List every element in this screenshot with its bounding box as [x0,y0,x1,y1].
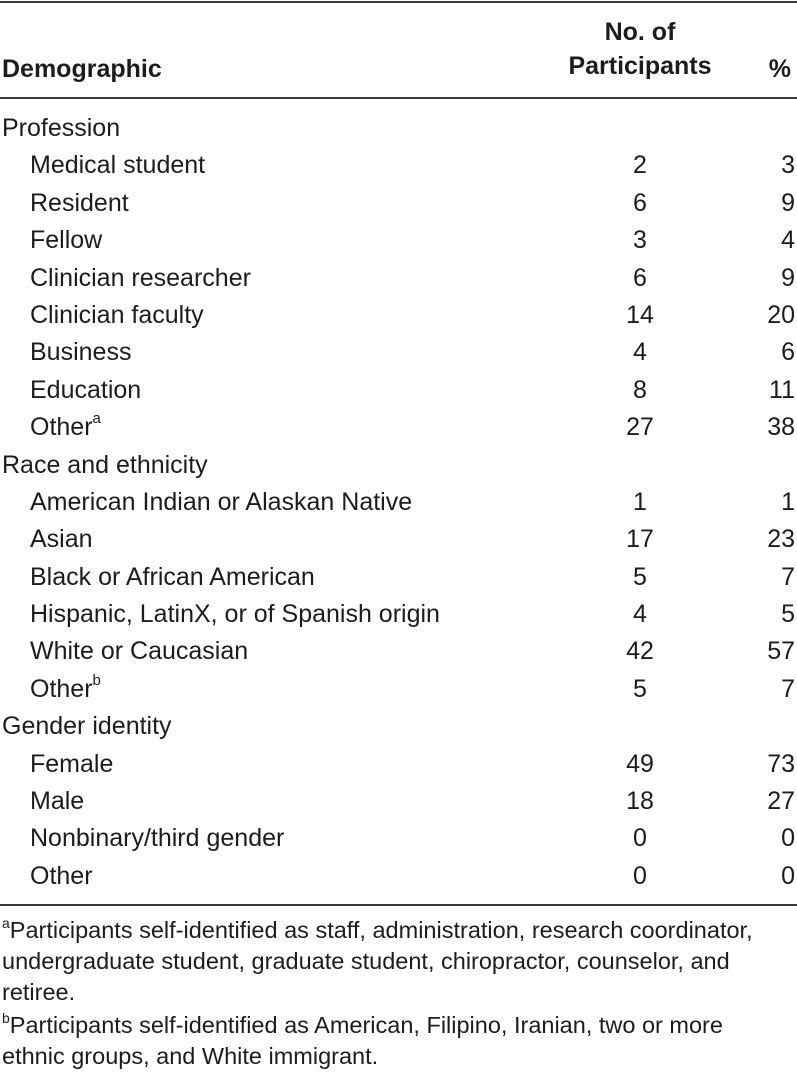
table-row [0,783,797,820]
footnote-a [2,915,792,1008]
percent-value: 3 [781,151,795,180]
row-label-text: Clinician faculty [30,300,204,329]
row-label-text: White or Caucasian [30,637,249,666]
row-label [30,185,129,222]
row-label-text: Gender identity [2,712,172,741]
table-row [0,222,797,259]
row-label [30,820,284,857]
table-row [0,858,797,895]
row-label [30,260,251,297]
percent-value: 20 [767,300,795,329]
group-label [2,447,208,484]
table-row [0,521,797,558]
percent-value: 0 [781,824,795,853]
row-label [30,222,102,259]
row-label-text: Business [30,338,132,367]
percent-value: 4 [781,226,795,255]
row-label-text: Hispanic, LatinX, or of Spanish origin [30,600,440,629]
participant-count: 1 [633,487,647,516]
participant-count: 0 [633,861,647,890]
table-row [0,559,797,596]
percent-value: 0 [781,861,795,890]
participant-count: 18 [626,787,654,816]
row-label-text: Clinician researcher [30,263,251,292]
column-header-demographic: Demographic [2,55,162,83]
footnote-mark: a [2,915,10,932]
row-label [30,484,412,521]
table-group-row [0,708,797,745]
table-row [0,820,797,857]
participant-count: 8 [633,375,647,404]
table-row [0,746,797,783]
footnote-marker: b [92,671,101,689]
column-header-participants [540,15,740,83]
percent-value: 7 [781,674,795,703]
row-label-text: Other [30,674,93,703]
participant-count: 2 [633,151,647,180]
row-label [30,746,113,783]
row-label-text: Other [30,861,93,890]
percent-value: 57 [767,637,795,666]
percent-value: 7 [781,562,795,591]
footnote-text: Participants self-identified as American, Filipino, Iranian, two or more ethnic groups, and White immigrant. [2,1012,723,1069]
column-header-percent: % [768,55,791,83]
group-label [2,110,120,147]
row-label [30,372,141,409]
table-bottom-rule [0,904,797,906]
row-label [30,147,205,184]
table-row [0,260,797,297]
table-row [0,671,797,708]
participant-count: 3 [633,226,647,255]
table-row [0,185,797,222]
row-label [30,559,315,596]
footnote-marker: a [92,409,101,427]
percent-value: 11 [769,375,795,404]
percent-value: 9 [781,188,795,217]
row-label [30,783,84,820]
table-row [0,633,797,670]
table-row [0,372,797,409]
row-label [30,334,131,371]
column-header-participants-line2: Participants [568,52,712,80]
row-label [30,633,248,670]
percent-value: 1 [781,487,795,516]
column-header-participants-line1: No. of [604,18,676,46]
table-group-row [0,447,797,484]
participant-count: 4 [633,600,647,629]
row-label-text: Fellow [30,226,103,255]
participant-count: 5 [633,562,647,591]
table-row [0,147,797,184]
participant-count: 4 [633,338,647,367]
row-label-text: Male [30,787,85,816]
participant-count: 14 [626,300,654,329]
row-label [30,858,93,895]
row-label [30,521,93,558]
row-label-text: Female [30,749,114,778]
row-label-text: Resident [30,188,129,217]
row-label-text: Medical student [30,151,206,180]
participant-count: 17 [626,525,654,554]
table-top-rule [0,1,797,3]
table-body [0,110,797,895]
participant-count: 5 [633,674,647,703]
group-label [2,708,172,745]
participant-count: 6 [633,188,647,217]
row-label [30,596,440,633]
footnote-mark: b [2,1010,10,1027]
percent-value: 38 [767,413,795,442]
percent-value: 9 [781,263,795,292]
row-label-text: Black or African American [30,562,315,591]
participant-count: 42 [626,637,654,666]
participant-count: 49 [626,749,654,778]
footnote-text: Participants self-identified as staff, administration, research coordinator, undergraduate student, graduate student, chiropractor, counselor, and retiree. [2,917,753,1005]
participant-count: 0 [633,824,647,853]
row-label [30,297,204,334]
percent-value: 27 [767,787,795,816]
percent-value: 5 [781,600,795,629]
row-label-text: Education [30,375,142,404]
row-label [30,671,101,708]
participant-count: 27 [626,413,654,442]
table-row [0,596,797,633]
row-label-text: Race and ethnicity [2,450,208,479]
header-rule [0,97,797,99]
percent-value: 23 [767,525,795,554]
row-label-text: Profession [2,114,121,142]
row-label-text: American Indian or Alaskan Native [30,487,413,516]
participant-count: 6 [633,263,647,292]
table-row [0,334,797,371]
percent-value: 73 [767,749,795,778]
table-row [0,409,797,446]
row-label [30,409,101,446]
footnote-b [2,1010,792,1072]
table-row [0,297,797,334]
row-label-text: Asian [30,525,93,554]
row-label-text: Other [30,413,93,442]
row-label-text: Nonbinary/third gender [30,824,285,853]
table-row [0,484,797,521]
table-group-row [0,110,797,147]
footnotes [2,915,792,1074]
percent-value: 6 [781,338,795,367]
